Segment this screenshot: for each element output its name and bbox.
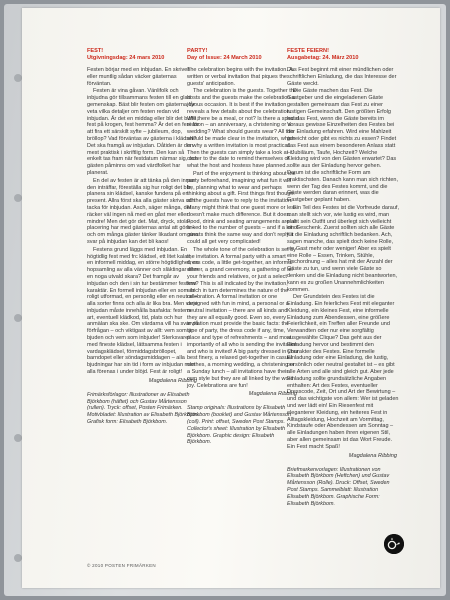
author-signature: Magdalena Ribbing	[148, 377, 197, 384]
binder-hole	[14, 314, 22, 322]
issue-date: Ausgabetag: 24. März 2010	[287, 55, 359, 61]
paragraph: Festens grund läggs med inbjudan. En högtidlig fest med frc klädsel, ett litet kalas, en informell middag, en större högtidlighet, en hopsamling av alla vänner och släktingar eller en noga utvald skara? Det framgår av inbjudan och den i sin tur bestämmer festens karaktär. En formell inbjudan eller en som är roligt utformad, en personlig eller en neutral – alla sorter finns och alla är lika bra. Men varje inbjudan måste innehålla basfakta: festens art, eventuell klädkod, tid, plats och hur anmälan ska ske. Om värdarna vill ha svar på förfrågan – och viktigast av allt: vem som är bjuden och vem som inbjuder! Sterksvaret med fineste klädsel, lättsamma festen i vardagsklädsel, förmiddagsbröllopet, barndopet eller söndagsmiddagen – alla bjudningar har sin tid i form av inbjudan men alla förenas i under blöjd. Fest är roligt!	[87, 246, 199, 376]
paragraph: Festen börjar med en inbjudan. En skriven eller muntlig sådan väcker gästernas förväntan.	[87, 67, 191, 87]
paragraph: Das Fest beginnt mit einer mündlichen oder schriftlichen Einladung, die das Interesse der Gäste weckt.	[287, 67, 397, 87]
binder-hole	[14, 194, 22, 202]
credits: Frimärksförlagor: Illustrationer av Elisabeth Björkbom (häftet) och Gustav Mårtensson (rullen). Tryck: offset, Posten Frimärken. Motivbladet: Illustration av Elisabeth Björkbom. Grafisk form: Elisabeth Björkbom.	[87, 391, 199, 426]
binder-hole	[14, 554, 22, 562]
column-english	[187, 48, 299, 446]
binder-hole	[14, 74, 22, 82]
collector-sheet	[22, 8, 440, 588]
column-swedish	[87, 48, 199, 426]
author-signature: Magdalena Ribbing	[348, 452, 397, 459]
column-heading: FEST!	[87, 48, 104, 54]
binder-hole	[14, 434, 22, 442]
paragraph: The whole tone of the celebration is set by the invitation. A formal party with a smart dress code, a little get-together, an informal dinner, a grand ceremony, a gathering of all your friends and relatives, or just a select few? This is all indicated by the invitation, which in turn determines the nature of the celebration. A formal invitation or one designed with fun in mind, a personal or a neutral invitation – there are all kinds and they are all equally good. Even so, every invitation must provide the basic facts: the type of party, the dress code if any, time, place and type of refreshments – and most importantly of all who is sending the invitation and who is invited! A big party dressed in your best finery, a relaxed get-together in casual clothes, a morning wedding, a christening or a Sunday lunch – all invitations have their own style but they are all linked by the word joy. Celebrations are fun!	[187, 246, 299, 389]
copyright-footer: © 2010 POSTEN FRIMÄRKEN	[87, 563, 156, 568]
issue-date: Utgivningsdag: 24 mars 2010	[87, 55, 165, 61]
paragraph: Part of the enjoyment is thinking about the party beforehand, imagining what fun it will be, planning what to wear and perhaps thinking about a gift. First things first though: all the guests have to reply to the invitation. Many might think that one guest more or less doesn't make much difference. But it does. Food, drink and seating arrangements are all linked to the number of guests – and if a lot of guests think the same way and don't reply it could all get very complicated!	[187, 170, 299, 245]
issue-date: Day of Issue: 24 March 2010	[187, 55, 262, 61]
column-german	[287, 48, 399, 507]
paragraph: Die Gäste machen das Fest. Die Gastgeber und die eingeladenen Gäste gestalten gemeinsam das Fest zu einer lustigen Gemeinschaft. Den größten Erfolg hat das Fest, wenn die Gäste bereits im Voraus gewisse Einzelheiten des Festes bei der Einladung erfahren. Wird eine Mahlzeit gereicht oder gibt es nichts zu essen? Findet das Fest aus einem besonderen Anlass statt – Jubiläum, Taufe, Hochzeit? Welche Kleidung wird von den Gästen erwartet? Das sollte aus der Einladung hervor gehen. Darum ist die schriftliche Form am praktischsten. Danach kann man sich richten, wenn der Tag des Festes kommt, und die Gäste werden daran erinnert, was die Gastgeber geplant haben.	[287, 88, 398, 204]
paragraph: Ein Teil des Festes ist die Vorfreude darauf, man stellt sich vor, wie lustig es wird, man plant sein Outfit und überlegt sich vielleicht ein Geschenk. Zuerst sollten sich alle Gäste für die Einladung schriftlich bedanken. Ach, sagen manche, das spielt doch keine Rolle, ein Gast mehr oder weniger! Aber es spielt eine Rolle – Essen, Trinken, Stühle, Tischordnung – alles hat mit der Anzahl der Gäste zu tun, und wenn viele Gäste so denken und die Einladung nicht beantworten, kann es zu großen Unannehmlichkeiten kommen.	[287, 204, 399, 293]
posthorn-icon	[384, 534, 404, 554]
paragraph: Festen är vina gåvan. Vänlifolk och inbjudna gör tillsammans festen till en glad gemenskap. Bäst blir festen om gästerna får veta vilka detaljer om festen redan vid inbjudan. Är det en middag eller blir det buffé, fest på krogen, fest hemma? Är det en fest för att fira ett särskilt syfte – jubileum, dop, bröllop? Vad förväntas av gästerna i klädsel? Det ska framgå av inbjudan. Dåtiden är den mest praktisk i skriftlig form. Den kan så enkelt tas fram när festdatum närmar sig, och gästen påminns om vad värdfolket har planerat.	[87, 88, 199, 176]
credits: Stamp originals: Illustrations by Elisabeth Björkbom (booklet) and Gustav Mårtensson (coil). Print: offset, Sweden Post Stamps. Collector's sheet: Illustration by Elisabeth Björkbom. Graphic design: Elisabeth Björkbom.	[187, 405, 291, 446]
credits: Briefmarkenvorlagen: Illustrationen von Elisabeth Björkbom (Heftchen) und Gustav Mårtensson (Rolle). Druck: Offset, Sweden Post Stamps. Sammelblatt: Illustration Elisabeth Björkbom. Graphische Form: Elisabeth Björkbom.	[287, 466, 390, 507]
paragraph: En del av festen är att tänka på den innan den inträffar, föreställa sig hur roligt det blir, planera sin klädsel, kanske fundera på en present. Allra först ska alla gäster skriva och tacka för inbjudan. Asch, säger många, det räcker väl ingen nå med en gåst mer eller mindre! Men det gör det. Mat, dryck, stolar, placering har med gästernas antal att göra – och om många gäster tänker likadant om sina svar på inbjudan kan det bli kaos!	[87, 177, 199, 245]
paragraph: Der Grundstein des Festes ist die Einladung. Ein feierliches Fest mit eleganter Kleidung, ein kleines Fest, eine informelle Einladung zum Abendessen, eine größere Feierlichkeit, ein Treffen aller Freunde und Verwandten oder nur eine sorgfältig ausgewählte Clique? Das geht aus der Einladung hervor und bestimmt den Charakter des Festes. Eine formelle Einladung oder eine Einladung, die lustig, persönlich oder neutral gestaltet ist – es gibt alle Arten und alle sind gleich gut. Aber jede Einladung sollte grundsätzliche Angaben enthalten: Art des Festes, eventueller Dresscode, Zeit, Ort und Art der Bewirtung – und das wichtigste von allem: Wer ist geladen und wer lädt ein! Ein Riesenfest mit eleganterer Kleidung, ein heiteres Fest in Alltagskleidung, Hochzeit am Vormittag, Kindstaufe oder Abendessen am Sonntag – alle Einladungen haben ihren eigenen Stil, aber allen gemeinsam ist das Wort Freude. Ein Fest macht Spaß!	[287, 294, 399, 450]
column-heading: PARTY!	[187, 48, 208, 54]
paragraph: The celebration begins with the invitation. A written or verbal invitation that piques the guests' anticipation.	[187, 67, 293, 87]
paragraph: The celebration is the guests. Together the hosts and the guests make the celebration a joyous occasion. It is best if the invitation reveals a few details about the celebration. Will there be a meal, or not? Is there a special reason – an anniversary, a christening or a wedding? What should guests wear? All this should be made clear in the invitation, which is why a written invitation is most practical. Then the guests can simply take a look at it closer to the date to remind themselves of what the host and hostess have planned.	[187, 88, 299, 170]
author-signature: Magdalena Ribbing	[248, 391, 297, 398]
column-heading: FESTE FEIERN!	[287, 48, 329, 54]
